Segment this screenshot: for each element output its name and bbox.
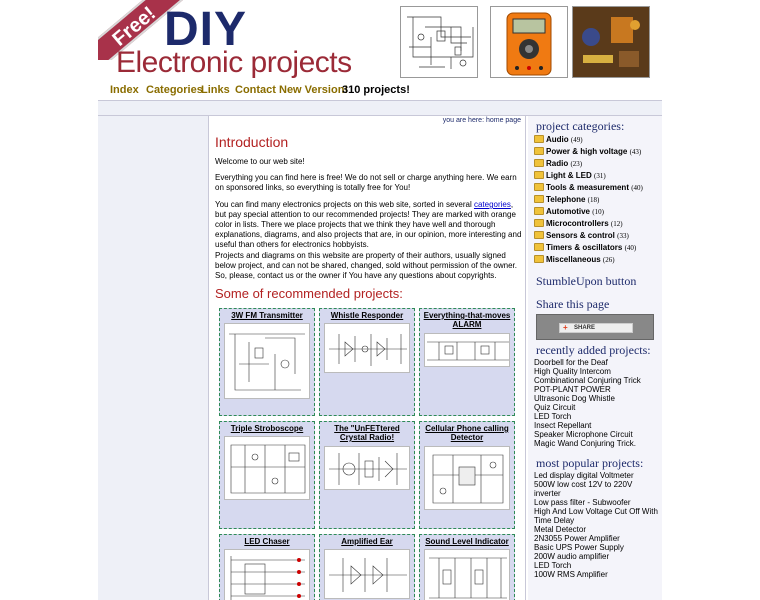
category-timers[interactable] [534, 242, 636, 254]
folder-icon [534, 207, 544, 215]
popular-item[interactable]: 2N3055 Power Amplifier [534, 534, 620, 543]
category-sensors[interactable] [534, 230, 629, 242]
popular-item[interactable]: LED Torch [534, 561, 572, 570]
popular-item[interactable]: Metal Detector [534, 525, 587, 534]
folder-icon [534, 255, 544, 263]
share-icon: + [563, 323, 568, 332]
schematic-thumbnail[interactable] [324, 549, 410, 599]
intro-paragraph-2 [215, 200, 523, 250]
project-card[interactable] [219, 421, 315, 529]
intro-paragraph-1: Everything you can find here is free! We do not sell or charge anything here. We earn on sponsored links, so everything is totally free for You! [215, 173, 517, 192]
share-widget [536, 314, 654, 340]
intro-paragraph-2-end: , but pay special attention to our recommended projects! They are marked with orange color in lists. There we place projects that we think they have well and thorough explanations, diagrams, and also projects that are, in our opinion, more interesting and useful than others for electronics hobbyists. [215, 200, 522, 249]
schematic-thumbnail[interactable] [424, 333, 510, 367]
popular-item[interactable]: Led display digital Voltmeter [534, 471, 634, 480]
popular-heading: most popular projects: [536, 456, 644, 470]
recent-item[interactable]: Magic Wand Conjuring Trick. [534, 439, 636, 448]
folder-icon [534, 231, 544, 239]
category-audio[interactable] [534, 134, 583, 146]
folder-icon [534, 147, 544, 155]
folder-icon [534, 171, 544, 179]
category-count: (33) [617, 232, 629, 240]
project-title[interactable]: LED Chaser [244, 537, 290, 546]
popular-item[interactable]: 500W low cost 12V to 220V inverter [534, 480, 633, 498]
category-count: (40) [624, 244, 637, 252]
popular-item[interactable]: 200W audio amplifier [534, 552, 610, 561]
project-card[interactable] [419, 421, 515, 529]
folder-icon [534, 183, 544, 191]
project-title[interactable]: Triple Stroboscope [230, 424, 304, 433]
folder-icon [534, 195, 544, 203]
category-name[interactable]: Tools & measurement [546, 183, 629, 192]
project-title[interactable]: Sound Level Indicator [425, 537, 509, 546]
folder-icon [534, 243, 544, 251]
share-button[interactable] [559, 323, 633, 333]
recent-item[interactable]: LED Torch [534, 412, 572, 421]
category-count: (26) [602, 256, 615, 264]
category-count: (40) [631, 184, 643, 192]
header-separator [98, 100, 662, 116]
page-wrapper [98, 0, 662, 600]
project-card[interactable] [319, 534, 415, 600]
right-sidebar [528, 116, 662, 600]
intro-paragraph-2-start: You can find many electronics projects on this web site, sorted in several [215, 200, 474, 209]
category-count: (49) [570, 136, 583, 144]
categories-link[interactable]: categories [473, 200, 511, 209]
main-nav [98, 80, 662, 102]
schematic-thumbnail[interactable] [324, 446, 410, 490]
left-column [98, 116, 208, 600]
recent-heading: recently added projects: [536, 343, 651, 357]
schematic-thumbnail[interactable] [324, 323, 410, 373]
multimeter-image [490, 6, 568, 78]
project-card[interactable] [319, 308, 415, 416]
schematic-thumbnail[interactable] [224, 436, 310, 500]
popular-item[interactable]: Basic UPS Power Supply [534, 543, 624, 552]
breadcrumb: you are here: home page [442, 117, 521, 124]
share-heading: Share this page [536, 297, 610, 311]
schematic-thumbnail[interactable] [224, 323, 310, 399]
nav-contact[interactable]: Contact [235, 84, 276, 96]
recent-item[interactable]: Quiz Circuit [534, 403, 576, 412]
site-logo[interactable]: DIY [164, 3, 248, 56]
project-card[interactable] [219, 534, 315, 600]
category-power[interactable] [534, 146, 641, 158]
folder-icon [534, 159, 544, 167]
project-title[interactable]: Everything-that-moves ALARM [423, 311, 511, 329]
recommended-title: Some of recommended projects: [215, 286, 403, 301]
category-name[interactable]: Audio [546, 135, 569, 144]
popular-item[interactable]: 100W RMS Amplifier [534, 570, 608, 579]
category-name[interactable]: Microcontrollers [546, 219, 609, 228]
category-name[interactable]: Light & LED [546, 171, 592, 180]
project-title[interactable]: 3W FM Transmitter [231, 311, 303, 320]
intro-paragraph-3: Projects and diagrams on this website are property of their authors, usually signed below project, and can not be shared, changed, sold without permission of the owner. So, please, contact us or the owner if You have any questions about copyrights. [215, 251, 517, 280]
category-count: (43) [629, 148, 642, 156]
recent-item[interactable]: Doorbell for the Deaf [534, 358, 608, 367]
category-count: (10) [592, 208, 604, 216]
project-card[interactable] [419, 534, 515, 600]
project-title[interactable]: Cellular Phone calling Detector [425, 424, 509, 442]
category-telephone[interactable] [534, 194, 599, 206]
category-automotive[interactable] [534, 206, 604, 218]
category-miscellaneous[interactable] [534, 254, 615, 266]
category-name[interactable]: Telephone [546, 195, 586, 204]
schematic-image [400, 6, 478, 78]
category-count: (18) [587, 196, 600, 204]
category-name[interactable]: Timers & oscillators [546, 243, 623, 252]
recent-item[interactable]: High Quality Intercom [534, 367, 611, 376]
schematic-thumbnail[interactable] [424, 446, 510, 510]
popular-item[interactable]: High And Low Voltage Cut Off With Time Delay [534, 507, 658, 525]
recent-item[interactable]: Insect Repellant [534, 421, 592, 430]
schematic-thumbnail[interactable] [224, 549, 310, 600]
recent-item[interactable]: Speaker Microphone Circuit [534, 430, 633, 439]
category-count: (31) [594, 172, 606, 180]
category-name[interactable]: Sensors & control [546, 231, 615, 240]
recent-item[interactable]: Ultrasonic Dog Whistle [534, 394, 615, 403]
project-title[interactable]: Amplified Ear [341, 537, 393, 546]
site-logo-subtitle[interactable]: Electronic projects [116, 46, 352, 79]
nav-categories[interactable]: Categories [146, 84, 203, 96]
project-card[interactable] [419, 308, 515, 416]
category-name[interactable]: Radio [546, 159, 569, 168]
site-header [98, 0, 662, 100]
recent-item[interactable]: POT-PLANT POWER [534, 385, 611, 394]
stumbleupon-button[interactable]: StumbleUpon button [536, 274, 637, 288]
share-button-label[interactable]: SHARE [574, 325, 596, 331]
circuit-board-image [572, 6, 650, 78]
recent-item[interactable]: Combinational Conjuring Trick [534, 376, 641, 385]
project-card[interactable] [219, 308, 315, 416]
popular-item[interactable]: Low pass filter - Subwoofer [534, 498, 631, 507]
category-tools[interactable] [534, 182, 643, 194]
page-title: Introduction [215, 134, 289, 150]
project-title[interactable]: Whistle Responder [330, 311, 404, 320]
project-count: 310 projects! [342, 84, 410, 96]
category-name[interactable]: Automotive [546, 207, 590, 216]
category-count: (12) [610, 220, 623, 228]
category-name[interactable]: Miscellaneous [546, 255, 601, 264]
project-card[interactable] [319, 421, 415, 529]
nav-new-version[interactable]: New Version! [279, 84, 349, 96]
categories-heading: project categories: [536, 119, 625, 133]
category-count: (23) [570, 160, 583, 168]
welcome-text: Welcome to our web site! [215, 157, 305, 166]
folder-icon [534, 219, 544, 227]
category-microcontrollers[interactable] [534, 218, 623, 230]
category-radio[interactable] [534, 158, 582, 170]
nav-links[interactable]: Links [201, 84, 230, 96]
main-content [208, 116, 526, 600]
free-ribbon-text: Free! [98, 0, 188, 60]
folder-icon [534, 135, 544, 143]
category-name[interactable]: Power & high voltage [546, 147, 628, 156]
category-light-led[interactable] [534, 170, 606, 182]
project-title[interactable]: The "UnFETtered Crystal Radio! [334, 424, 400, 442]
nav-index[interactable]: Index [110, 84, 139, 96]
schematic-thumbnail[interactable] [424, 549, 510, 600]
